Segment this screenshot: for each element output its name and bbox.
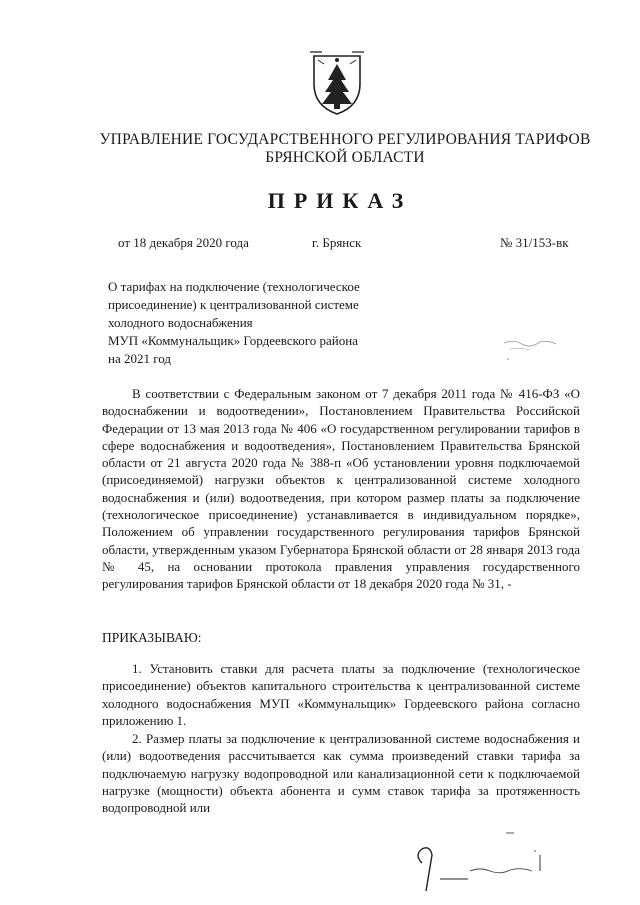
- subject-line: О тарифах на подключение (технологическое: [108, 279, 360, 294]
- order-item-1: 1. Установить ставки для расчета платы за подключение (технологическое присоединение) объектов капитального строительства к централизованной системе холодного водоснабжения МУП «Коммунальщик» Гордеевского района согласно приложению 1.: [102, 661, 580, 728]
- order-subject: [108, 278, 408, 368]
- organization-region: БРЯНСКОЙ ОБЛАСТИ: [265, 149, 425, 166]
- handwritten-mark: [500, 325, 560, 365]
- order-city: г. Брянск: [312, 235, 362, 250]
- document-type-title: ПРИКАЗ: [267, 188, 413, 213]
- coat-of-arms-icon: [306, 50, 368, 116]
- subject-line: холодного водоснабжения: [108, 315, 253, 330]
- order-item-2: 2. Размер платы за подключение к централизованной системе водоснабжения и (или) водоотведения рассчитывается как сумма произведений ставки тарифа за подключаемую нагрузку водопроводной или канализационной сети к подключаемой нагрузке (мощности) объекта абонента и сумм ставок тарифа за протяженность водопроводной или: [102, 731, 580, 816]
- subject-line: присоединение) к централизованной системе: [108, 297, 359, 312]
- decree-heading: ПРИКАЗЫВАЮ:: [102, 630, 202, 645]
- subject-line: МУП «Коммунальщик» Гордеевского района: [108, 333, 358, 348]
- order-number: № 31/153-вк: [500, 235, 569, 250]
- organization-name: УПРАВЛЕНИЕ ГОСУДАРСТВЕННОГО РЕГУЛИРОВАНИЯ ТАРИФОВ: [99, 131, 591, 148]
- order-date: от 18 декабря 2020 года: [118, 235, 249, 250]
- preamble-paragraph: В соответствии с Федеральным законом от 7 декабря 2011 года № 416-ФЗ «О водоснабжении и водоотведении», Постановлением Правительства Российской Федерации от 13 мая 2013 года № 406 «О государственном регулировании тарифов в сфере водоснабжения и водоотведения», Постановлением Правительства Брянской области от 21 августа 2020 года № 388-п «Об установлении уровня подключаемой (присоединяемой) нагрузки объектов к централизованной системе холодного водоснабжения и (или) водоотведения, при котором размер платы за подключение (технологическое присоединение) устанавливается в индивидуальном порядке», Положением об управлении государственного регулирования тарифов Брянской области, утвержденным указом Губернатора Брянской области от 28 января 2013 года № 45, на основании протокола правления управления государственного регулирования тарифов Брянской области от 18 декабря 2020 года № 31, -: [102, 386, 580, 592]
- signature-mark: [410, 815, 570, 895]
- subject-line: на 2021 год: [108, 351, 171, 366]
